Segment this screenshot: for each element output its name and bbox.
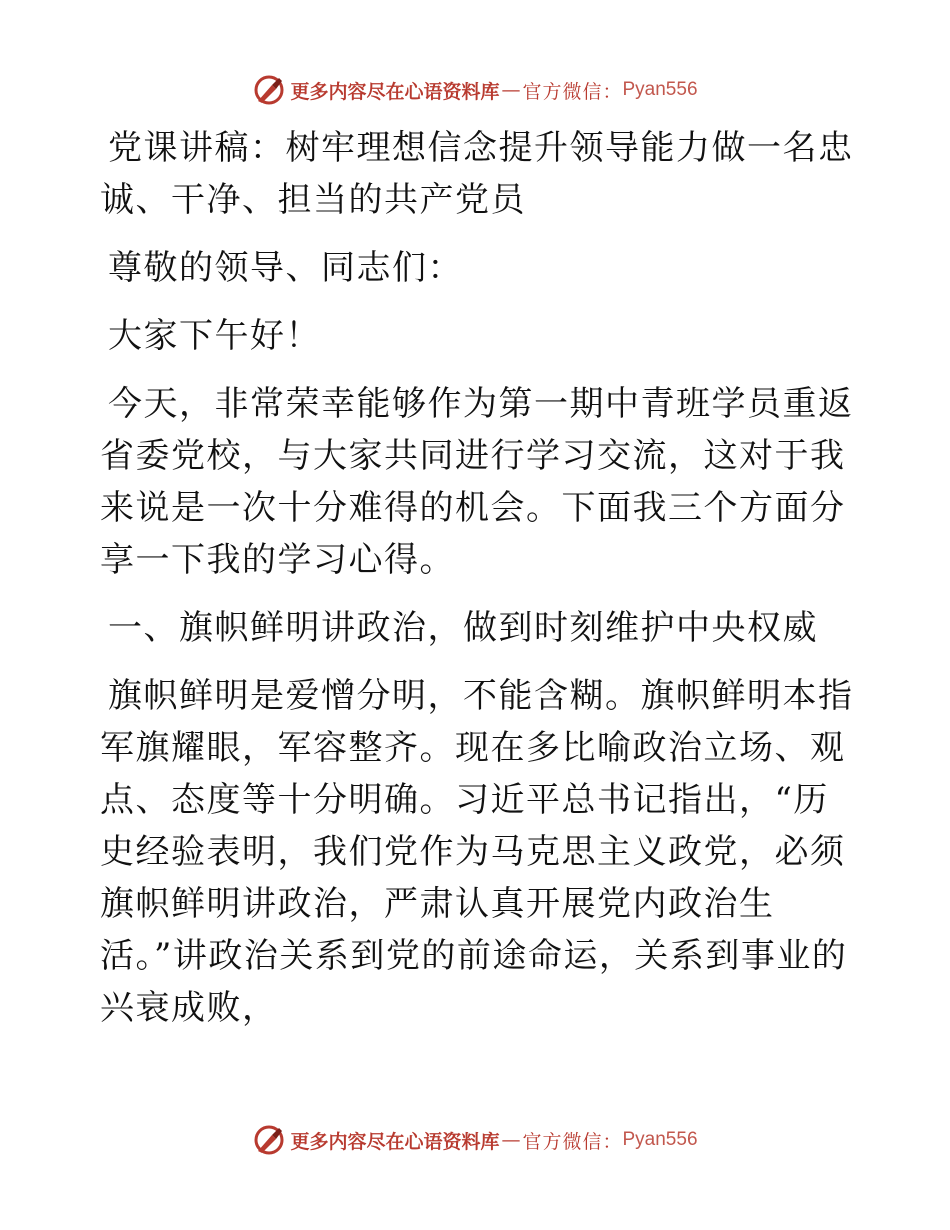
pen-logo-icon <box>252 1123 286 1157</box>
pen-logo-icon <box>252 73 286 107</box>
watermark-main-text: 更多内容尽在心语资料库 <box>290 80 500 103</box>
watermark-dash: — <box>501 1129 521 1151</box>
watermark-sub-text: 官方微信： <box>522 80 623 103</box>
document-body <box>100 120 860 1050</box>
footer-watermark <box>0 1122 950 1158</box>
watermark-sub-text: 官方微信： <box>522 1130 623 1153</box>
greeting: 大家下午好！ <box>108 316 321 356</box>
watermark-wechat-id: Pyan556 <box>622 79 698 100</box>
watermark-dash: — <box>501 79 521 101</box>
header-watermark <box>0 72 950 108</box>
watermark-wechat-id: Pyan556 <box>622 1129 698 1150</box>
salutation: 尊敬的领导、同志们： <box>108 248 463 288</box>
section-heading: 一、旗帜鲜明讲政治，做到时刻维护中央权威 <box>108 608 818 648</box>
section-paragraph: 旗帜鲜明是爱憎分明，不能含糊。旗帜鲜明本指军旗耀眼，军容整齐。现在多比喻政治立场、观点、态度等十分明确。习近平总书记指出，“历史经验表明，我们党作为马克思主义政党，必须旗帜鲜明讲政治，严肃认真开展党内政治生活。”讲政治关系到党的前途命运，关系到事业的兴衰成败， <box>100 676 854 1028</box>
watermark-main-text: 更多内容尽在心语资料库 <box>290 1130 500 1153</box>
intro-paragraph: 今天，非常荣幸能够作为第一期中青班学员重返省委党校，与大家共同进行学习交流，这对于我来说是一次十分难得的机会。下面我三个方面分享一下我的学习心得。 <box>100 384 854 580</box>
document-title: 党课讲稿：树牢理想信念提升领导能力做一名忠诚、干净、担当的共产党员 <box>100 128 854 220</box>
